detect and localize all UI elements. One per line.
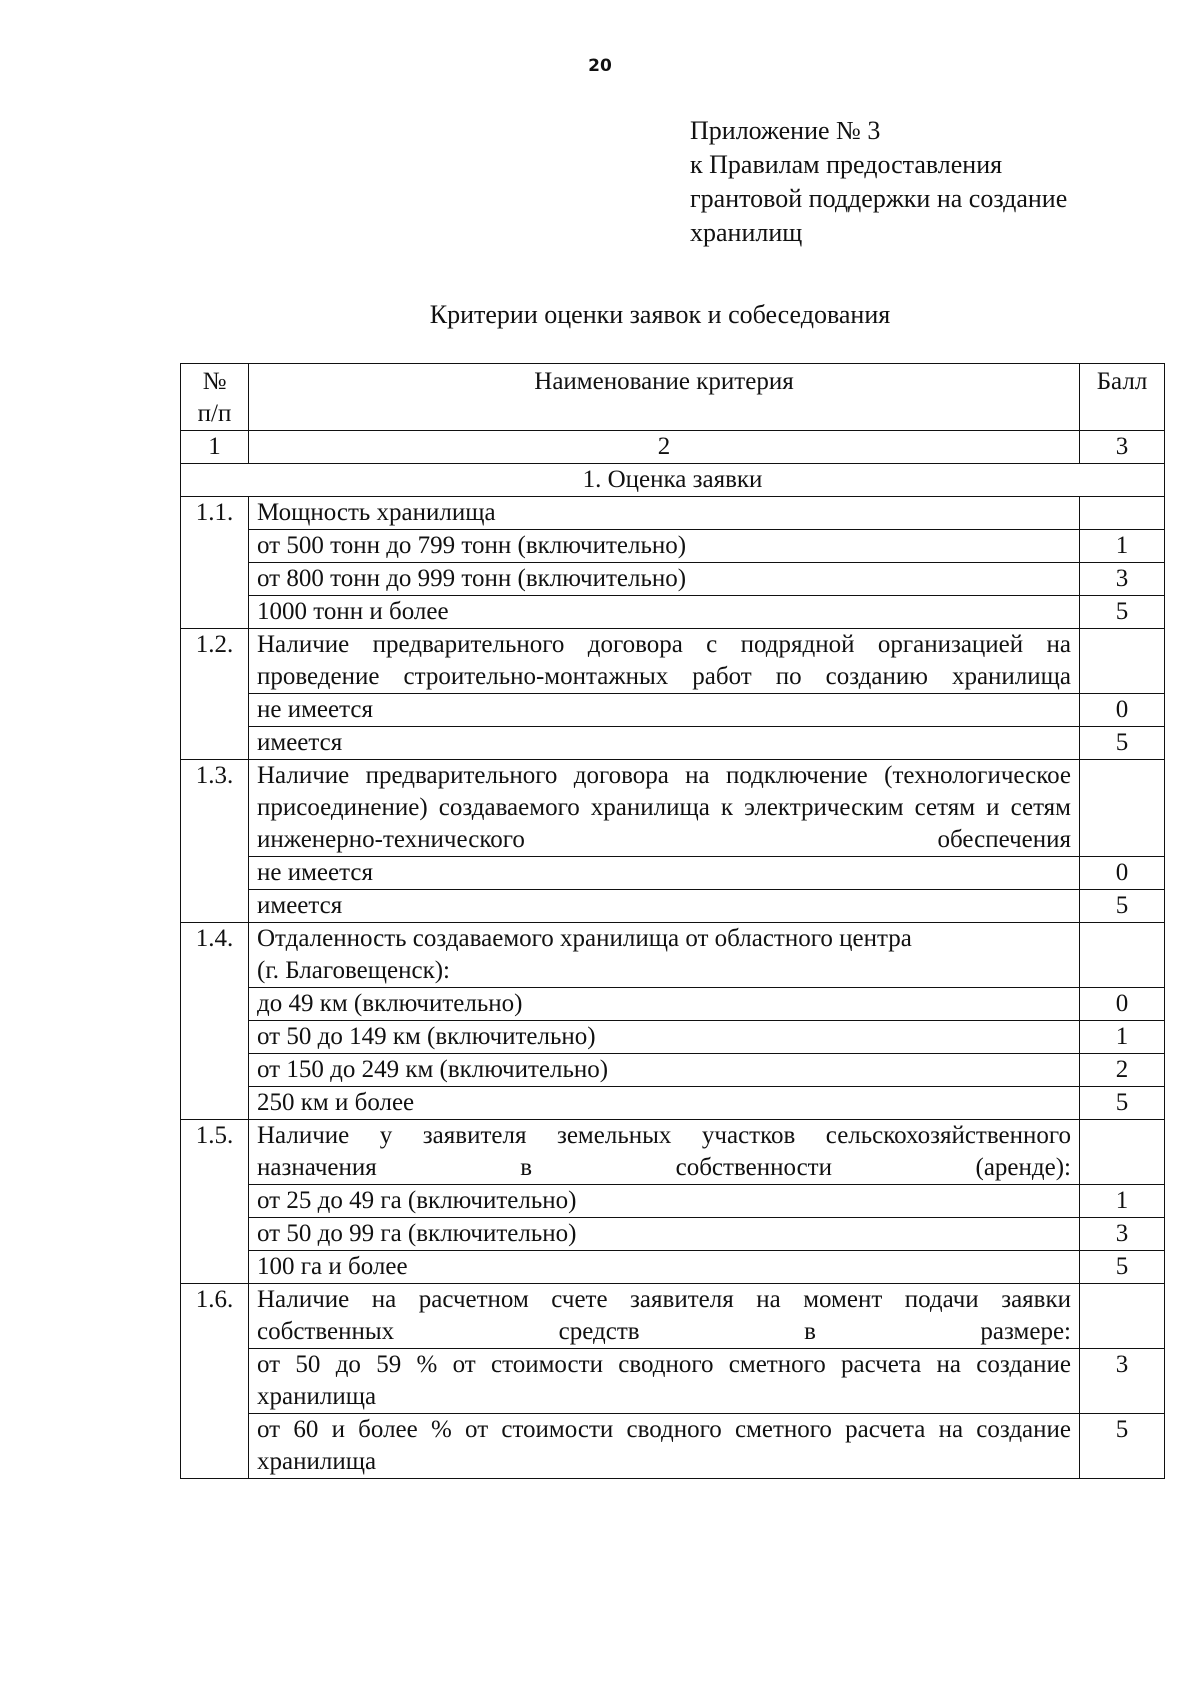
- criterion-number: 1.6.: [181, 1284, 249, 1479]
- option-label: от 25 до 49 га (включительно): [249, 1185, 1080, 1218]
- column-number: 2: [249, 431, 1080, 464]
- option-row: [181, 1054, 1165, 1087]
- option-row: [181, 1251, 1165, 1284]
- option-row: [181, 988, 1165, 1021]
- option-score: 5: [1080, 1087, 1165, 1120]
- criterion-number: 1.1.: [181, 497, 249, 629]
- criterion-text: Отдаленность создаваемого хранилища от областного центра (г. Благовещенск):: [249, 923, 1080, 988]
- option-label: 1000 тонн и более: [249, 596, 1080, 629]
- section-row: [181, 464, 1165, 497]
- option-label: от 500 тонн до 799 тонн (включительно): [249, 530, 1080, 563]
- criterion-row: [181, 1284, 1165, 1349]
- option-label: 250 км и более: [249, 1087, 1080, 1120]
- appendix-header: [690, 114, 1067, 250]
- option-label: имеется: [249, 727, 1080, 760]
- option-row: [181, 1218, 1165, 1251]
- criterion-score: [1080, 497, 1165, 530]
- option-score: 0: [1080, 857, 1165, 890]
- option-row: [181, 1349, 1165, 1414]
- criterion-number: 1.3.: [181, 760, 249, 923]
- header-criterion: Наименование критерия: [249, 364, 1080, 431]
- header-score: Балл: [1080, 364, 1165, 431]
- option-row: [181, 1185, 1165, 1218]
- option-score: 1: [1080, 530, 1165, 563]
- option-label: от 50 до 59 % от стоимости сводного сметного расчета на создание хранилища: [249, 1349, 1080, 1414]
- column-number: 1: [181, 431, 249, 464]
- option-label: имеется: [249, 890, 1080, 923]
- criterion-score: [1080, 760, 1165, 857]
- criterion-text: Мощность хранилища: [249, 497, 1080, 530]
- criterion-row: [181, 760, 1165, 857]
- option-score: 2: [1080, 1054, 1165, 1087]
- appendix-line: к Правилам предоставления: [690, 150, 1003, 179]
- option-score: 0: [1080, 694, 1165, 727]
- option-score: 3: [1080, 1218, 1165, 1251]
- criterion-score: [1080, 1284, 1165, 1349]
- option-row: [181, 530, 1165, 563]
- option-row: [181, 596, 1165, 629]
- table-header-row: [181, 364, 1165, 431]
- option-score: 1: [1080, 1021, 1165, 1054]
- option-label: не имеется: [249, 694, 1080, 727]
- option-row: [181, 694, 1165, 727]
- option-label: до 49 км (включительно): [249, 988, 1080, 1021]
- option-score: 1: [1080, 1185, 1165, 1218]
- criterion-row: [181, 629, 1165, 694]
- appendix-line: Приложение № 3: [690, 116, 881, 145]
- option-label: не имеется: [249, 857, 1080, 890]
- option-score: 3: [1080, 1349, 1165, 1414]
- option-score: 5: [1080, 1251, 1165, 1284]
- option-row: [181, 563, 1165, 596]
- criterion-row: [181, 1120, 1165, 1185]
- option-row: [181, 1414, 1165, 1479]
- appendix-line: грантовой поддержки на создание: [690, 184, 1068, 213]
- option-score: 0: [1080, 988, 1165, 1021]
- option-row: [181, 890, 1165, 923]
- option-row: [181, 727, 1165, 760]
- criterion-text: Наличие предварительного договора с подрядной организацией на проведение строительно-монтажных работ по созданию хранилища: [249, 629, 1080, 694]
- option-row: [181, 857, 1165, 890]
- option-label: 100 га и более: [249, 1251, 1080, 1284]
- criterion-score: [1080, 629, 1165, 694]
- criterion-score: [1080, 923, 1165, 988]
- column-number: 3: [1080, 431, 1165, 464]
- criterion-row: [181, 497, 1165, 530]
- header-number: № п/п: [181, 364, 249, 431]
- option-score: 3: [1080, 563, 1165, 596]
- option-label: от 800 тонн до 999 тонн (включительно): [249, 563, 1080, 596]
- criterion-number: 1.4.: [181, 923, 249, 1120]
- criterion-text: Наличие у заявителя земельных участков сельскохозяйственного назначения в собственности (аренде):: [249, 1120, 1080, 1185]
- option-score: 5: [1080, 596, 1165, 629]
- section-title: 1. Оценка заявки: [181, 464, 1165, 497]
- option-score: 5: [1080, 890, 1165, 923]
- option-score: 5: [1080, 1414, 1165, 1479]
- criterion-row: [181, 923, 1165, 988]
- option-score: 5: [1080, 727, 1165, 760]
- option-row: [181, 1021, 1165, 1054]
- column-number-row: [181, 431, 1165, 464]
- criterion-score: [1080, 1120, 1165, 1185]
- option-label: от 50 до 149 км (включительно): [249, 1021, 1080, 1054]
- criterion-number: 1.2.: [181, 629, 249, 760]
- option-row: [181, 1087, 1165, 1120]
- appendix-line: хранилищ: [690, 218, 803, 247]
- criteria-table: [180, 363, 1165, 1479]
- option-label: от 150 до 249 км (включительно): [249, 1054, 1080, 1087]
- option-label: от 60 и более % от стоимости сводного сметного расчета на создание хранилища: [249, 1414, 1080, 1479]
- criterion-text: Наличие предварительного договора на подключение (технологическое присоединение) создаваемого хранилища к электрическим сетям и сетям инженерно-технического обеспечения: [249, 760, 1080, 857]
- criterion-number: 1.5.: [181, 1120, 249, 1284]
- document-title: Критерии оценки заявок и собеседования: [429, 300, 891, 329]
- page-number: 20: [588, 56, 612, 76]
- option-label: от 50 до 99 га (включительно): [249, 1218, 1080, 1251]
- criterion-text: Наличие на расчетном счете заявителя на момент подачи заявки собственных средств в размере:: [249, 1284, 1080, 1349]
